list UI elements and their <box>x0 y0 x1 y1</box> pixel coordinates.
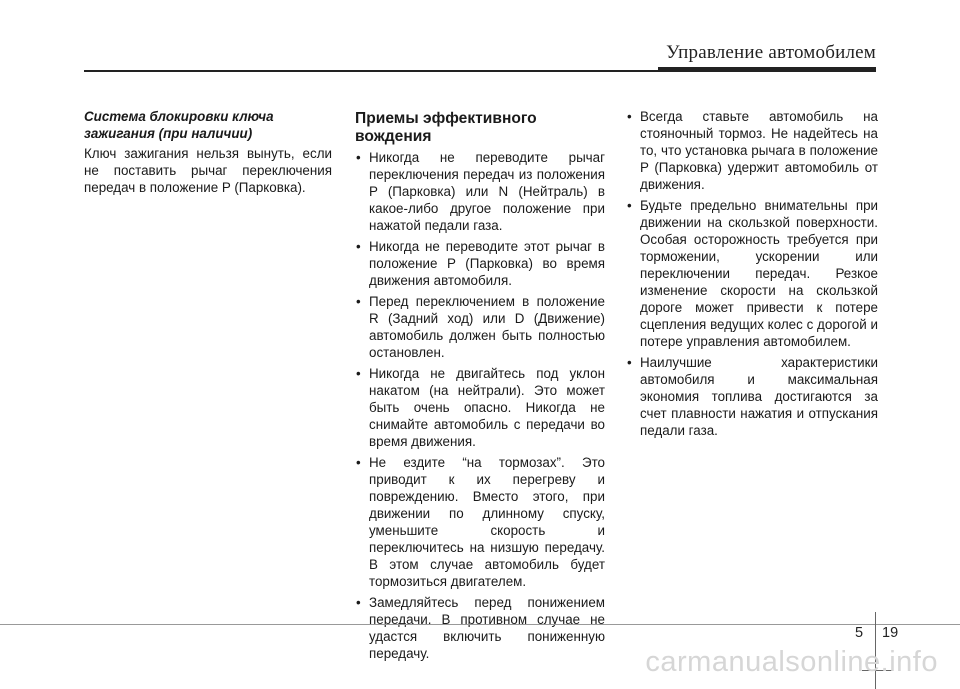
list-item <box>355 365 605 450</box>
list-item-text: Наилучшие характеристики автомобиля и максимальная экономия топлива достигаются за счет плавности нажатия и отпускания педали газа. <box>640 355 878 438</box>
list-item <box>626 108 878 193</box>
list-item-text: Всегда ставьте автомобиль на стояночный тормоз. Не надейтесь на то, что установка рычага в положение P (Парковка) удержит автомобиль от движения. <box>640 109 878 192</box>
ignition-lock-subheading: Система блокировки ключа зажигания (при наличии) <box>84 109 274 141</box>
list-item-text: Никогда не переводите рычаг переключения передач из положения P (Парковка) или N (Нейтраль) в какое-либо другое положение при нажатой педали газа. <box>369 150 605 233</box>
list-item <box>355 293 605 361</box>
footer-rule <box>0 624 960 625</box>
list-item <box>355 149 605 234</box>
bullet-icon: • <box>627 355 632 370</box>
list-item-text: Перед переключением в положение R (Задний ход) или D (Движение) автомобиль должен быть полностью остановлен. <box>369 294 605 360</box>
list-item-text: Не ездите “на тормозах”. Это приводит к их перегреву и повреждению. Вместо этого, при движении по длинному спуску, уменьшите скорость и переключитесь на низшую передачу. В этом случае автомобиль будет тормозиться двигателем. <box>369 455 605 589</box>
bullet-icon: • <box>627 198 632 213</box>
ignition-lock-paragraph: Ключ зажигания нельзя вынуть, если не поставить рычаг переключения передач в положение P (Парковка). <box>84 146 332 195</box>
column-1 <box>84 108 332 196</box>
bullet-icon: • <box>356 239 361 254</box>
list-item <box>355 594 605 662</box>
list-item <box>626 354 878 439</box>
driving-tips-list-continued <box>626 108 878 439</box>
list-item-text: Будьте предельно внимательны при движении на скользкой поверхности. Особая осторожность требуется при торможении, ускорении или переключении передач. Резкое изменение скорости на скользкой дороге может привести к потере сцепления ведущих колес с дорогой и потере управления автомобилем. <box>640 198 878 349</box>
header-rule-accent <box>658 67 876 72</box>
bullet-icon: • <box>356 595 361 610</box>
list-item <box>355 454 605 590</box>
column-3 <box>626 108 878 443</box>
page-header-title: Управление автомобилем <box>666 42 876 63</box>
section-title: Приемы эффективного вождения <box>355 110 537 145</box>
bullet-icon: • <box>356 150 361 165</box>
list-item <box>355 238 605 289</box>
watermark: carmanualsonline.info <box>645 646 938 678</box>
bullet-icon: • <box>356 366 361 381</box>
list-item <box>626 197 878 350</box>
bullet-icon: • <box>356 455 361 470</box>
page-number: 19 <box>882 625 899 641</box>
bullet-icon: • <box>356 294 361 309</box>
bullet-icon: • <box>627 109 632 124</box>
list-item-text: Никогда не переводите этот рычаг в положение P (Парковка) во время движения автомобиля. <box>369 239 605 288</box>
list-item-text: Замедляйтесь перед понижением передачи. В противном случае не удастся включить пониженную передачу. <box>369 595 605 661</box>
section-number: 5 <box>855 625 864 641</box>
list-item-text: Никогда не двигайтесь под уклон накатом (на нейтрали). Это может быть очень опасно. Никогда не снимайте автомобиль с передачи во время движения. <box>369 366 605 449</box>
column-2 <box>355 110 605 666</box>
driving-tips-list <box>355 149 605 662</box>
